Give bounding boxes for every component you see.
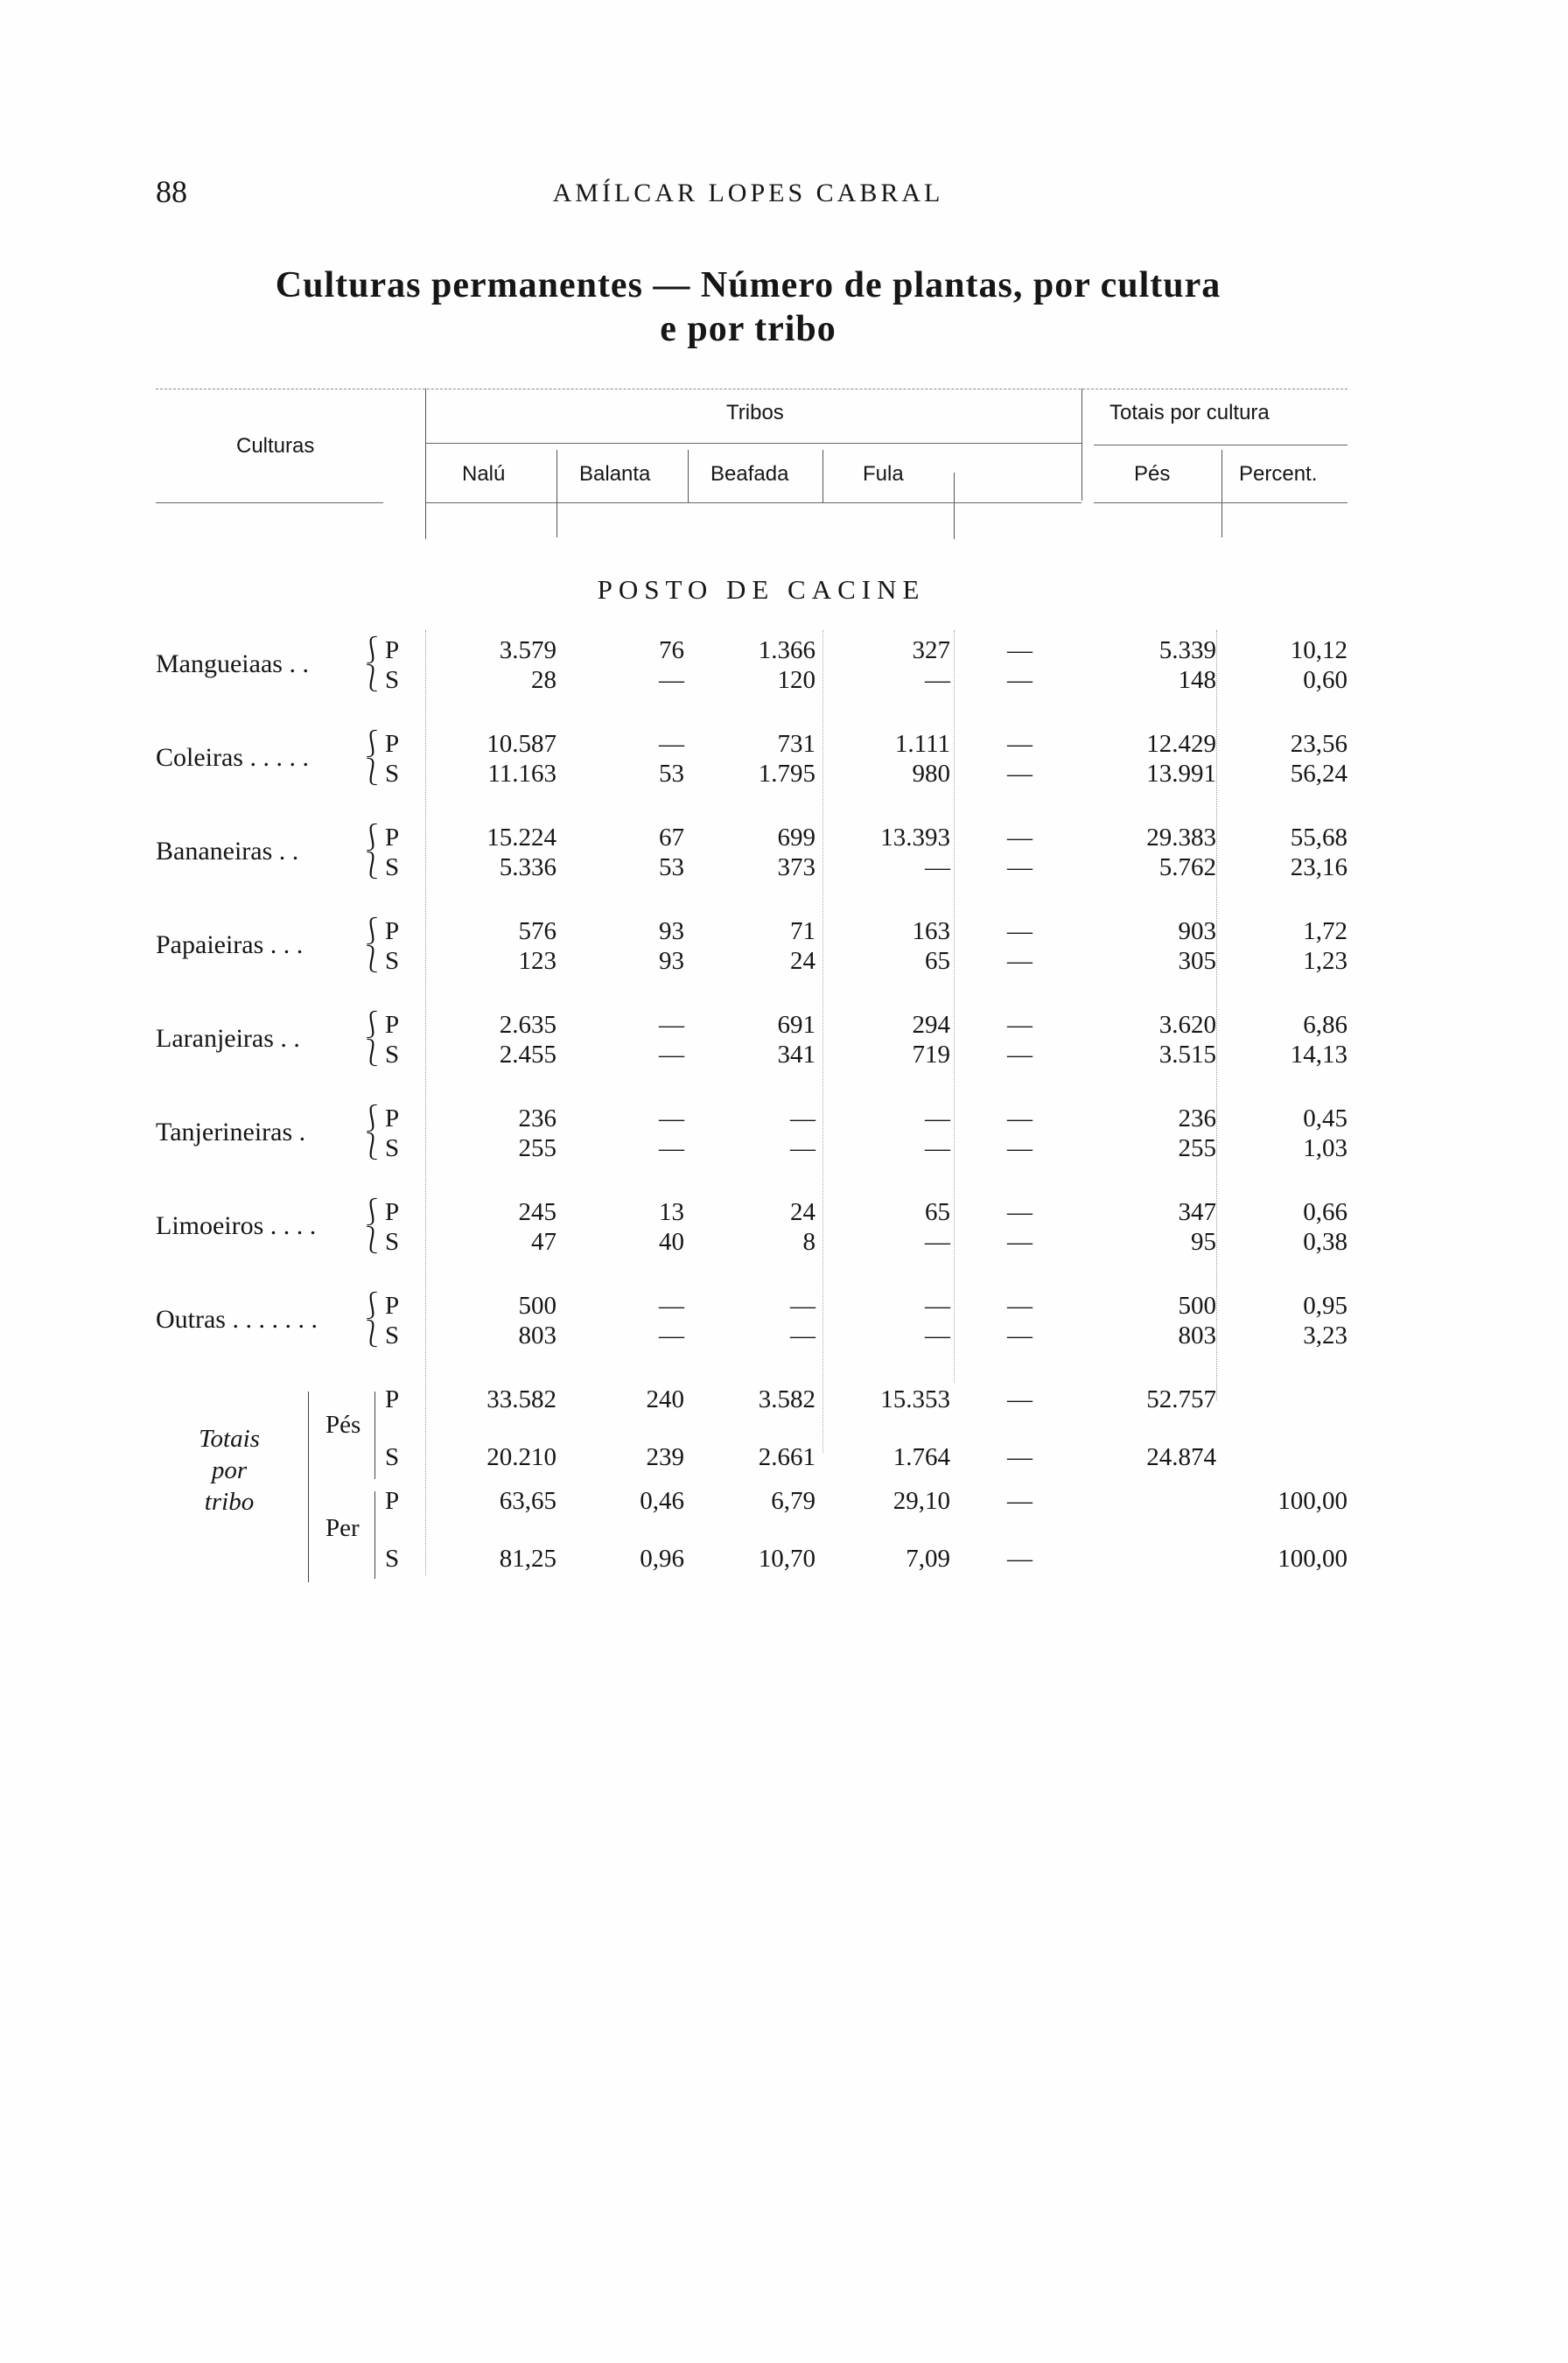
cell-s-4: —	[1007, 760, 1032, 788]
cell-s-6: 14,13	[1290, 1041, 1348, 1069]
cell-p-2: 691	[777, 1011, 816, 1039]
s-letter: S	[385, 1322, 400, 1350]
cell-s-3: —	[925, 1134, 950, 1162]
totals-letter: P	[385, 1385, 400, 1413]
cell-s-5: 13.991	[1146, 760, 1216, 788]
crop-name: Outras . . . . . . .	[156, 1305, 318, 1334]
cell-p-5: 5.339	[1158, 636, 1216, 664]
totals-cell-1: 240	[646, 1385, 684, 1413]
brace-top: ⎰	[359, 1292, 385, 1321]
totals-label-2: por	[211, 1456, 248, 1484]
cell-s-0: 2.455	[499, 1041, 556, 1069]
cell-p-6: 10,12	[1290, 636, 1348, 664]
totals-cell-1: 0,46	[640, 1487, 684, 1515]
cell-p-0: 15.224	[486, 824, 556, 852]
totals-cell-0: 81,25	[499, 1545, 556, 1573]
col-header-balanta: Balanta	[579, 462, 651, 486]
brace-bottom: ⎱	[359, 945, 385, 974]
cell-s-5: 3.515	[1158, 1041, 1216, 1069]
cell-p-1: 76	[659, 636, 684, 664]
totals-row	[0, 1486, 1568, 1546]
cell-s-2: 8	[802, 1228, 816, 1256]
brace-bottom: ⎱	[359, 758, 385, 787]
cell-s-0: 28	[531, 666, 556, 694]
totals-cell-3: 7,09	[906, 1545, 950, 1573]
cell-s-5: 255	[1178, 1134, 1216, 1162]
cell-s-3: —	[925, 853, 950, 881]
totals-cell-2: 3.582	[758, 1385, 816, 1413]
crop-name: Limoeiros . . . .	[156, 1211, 317, 1240]
cell-s-6: 0,60	[1303, 666, 1348, 694]
header-divider-nalu	[556, 450, 557, 537]
row-brace	[359, 1199, 385, 1255]
totals-cell-3: 29,10	[892, 1487, 950, 1515]
row-brace	[359, 1293, 385, 1349]
table-row	[0, 1104, 1568, 1163]
totals-cell-3: 15.353	[880, 1385, 950, 1413]
cell-p-1: —	[659, 1104, 684, 1132]
p-letter: P	[385, 636, 400, 664]
totals-cell-6: 100,00	[1278, 1545, 1348, 1573]
cell-p-1: 93	[659, 917, 684, 945]
culturas-rule	[156, 502, 383, 503]
totals-label-1: Totais	[199, 1425, 260, 1453]
cell-s-0: 123	[518, 947, 556, 975]
cell-s-4: —	[1007, 1134, 1032, 1162]
table-row	[0, 916, 1568, 976]
cell-p-4: —	[1007, 917, 1032, 945]
totals-cell-5: 52.757	[1146, 1385, 1216, 1413]
cell-s-4: —	[1007, 853, 1032, 881]
s-letter: S	[385, 1134, 400, 1162]
totals-cell-0: 63,65	[499, 1487, 556, 1515]
cell-s-1: —	[659, 666, 684, 694]
p-letter: P	[385, 1104, 400, 1132]
cell-s-2: 1.795	[758, 760, 816, 788]
cell-p-6: 6,86	[1303, 1011, 1348, 1039]
crop-name: Coleiras . . . . .	[156, 743, 309, 772]
cell-p-4: —	[1007, 730, 1032, 758]
table-row	[0, 635, 1568, 695]
cell-p-5: 500	[1178, 1292, 1216, 1320]
cell-s-4: —	[1007, 1041, 1032, 1069]
cell-p-5: 236	[1178, 1104, 1216, 1132]
section-heading: POSTO DE CACINE	[597, 574, 926, 605]
cell-p-3: 294	[912, 1011, 950, 1039]
cell-p-6: 55,68	[1290, 824, 1348, 852]
col-header-percent: Percent.	[1239, 462, 1318, 486]
totals-cell-3: 1.764	[892, 1443, 950, 1471]
cell-s-5: 305	[1178, 947, 1216, 975]
cell-p-0: 236	[518, 1104, 556, 1132]
cell-p-0: 2.635	[499, 1011, 556, 1039]
s-letter: S	[385, 760, 400, 788]
col-header-culturas: Culturas	[236, 434, 315, 458]
table-title-line-1: Culturas permanentes — Número de plantas, por cultura	[275, 265, 1222, 305]
cell-s-3: 65	[925, 947, 950, 975]
cell-s-2: 24	[790, 947, 816, 975]
p-letter: P	[385, 917, 400, 945]
tribes-bottom-rule	[425, 502, 1082, 503]
table-row	[0, 1010, 1568, 1069]
cell-s-3: —	[925, 666, 950, 694]
totals-letter: P	[385, 1487, 400, 1515]
crop-name: Mangueiaas . .	[156, 649, 309, 678]
cell-p-0: 3.579	[499, 636, 556, 664]
cell-p-4: —	[1007, 1292, 1032, 1320]
row-brace	[359, 1105, 385, 1161]
cell-s-3: —	[925, 1322, 950, 1350]
s-letter: S	[385, 1041, 400, 1069]
cell-p-5: 12.429	[1146, 730, 1216, 758]
cell-p-1: —	[659, 730, 684, 758]
col-header-beafada: Beafada	[710, 462, 789, 486]
cell-p-3: 163	[912, 917, 950, 945]
totals-cell-4: —	[1007, 1385, 1032, 1413]
cell-p-4: —	[1007, 1198, 1032, 1226]
totals-cell-4: —	[1007, 1487, 1032, 1515]
cell-p-0: 500	[518, 1292, 556, 1320]
totals-cell-1: 239	[646, 1443, 684, 1471]
col-header-tribos: Tribos	[726, 401, 784, 424]
brace-bottom: ⎱	[359, 1039, 385, 1068]
table-row	[0, 823, 1568, 882]
totals-row	[0, 1544, 1568, 1603]
cell-s-6: 1,03	[1303, 1134, 1348, 1162]
p-letter: P	[385, 1198, 400, 1226]
totals-row	[0, 1385, 1568, 1444]
cell-s-3: 719	[912, 1041, 950, 1069]
cell-s-0: 11.163	[487, 760, 556, 788]
cell-s-4: —	[1007, 1228, 1032, 1256]
brace-bottom: ⎱	[359, 1226, 385, 1255]
cell-s-1: —	[659, 1041, 684, 1069]
row-brace	[359, 824, 385, 880]
cell-s-5: 148	[1178, 666, 1216, 694]
cell-p-4: —	[1007, 1011, 1032, 1039]
cell-p-1: 67	[659, 824, 684, 852]
brace-top: ⎰	[359, 917, 385, 946]
cell-s-2: 120	[777, 666, 816, 694]
cell-p-5: 29.383	[1146, 824, 1216, 852]
cell-p-3: 327	[912, 636, 950, 664]
brace-top: ⎰	[359, 1198, 385, 1227]
s-letter: S	[385, 947, 400, 975]
p-letter: P	[385, 824, 400, 852]
cell-s-1: 40	[659, 1228, 684, 1256]
cell-s-0: 5.336	[499, 853, 556, 881]
cell-p-0: 245	[518, 1198, 556, 1226]
cell-s-5: 5.762	[1158, 853, 1216, 881]
cell-s-2: —	[790, 1322, 816, 1350]
cell-p-5: 3.620	[1158, 1011, 1216, 1039]
brace-bottom: ⎱	[359, 664, 385, 693]
row-brace	[359, 731, 385, 787]
brace-top: ⎰	[359, 636, 385, 665]
table-title-line-2: e por tribo	[660, 309, 836, 349]
cell-p-6: 0,45	[1303, 1104, 1348, 1132]
totals-cell-0: 20.210	[486, 1443, 556, 1471]
cell-s-5: 803	[1178, 1322, 1216, 1350]
cell-s-3: 980	[912, 760, 950, 788]
totals-label-3: tribo	[204, 1488, 255, 1516]
cell-p-1: —	[659, 1292, 684, 1320]
crop-name: Bananeiras . .	[156, 837, 299, 866]
cell-s-1: 53	[659, 853, 684, 881]
totals-cell-2: 6,79	[771, 1487, 816, 1515]
cell-p-6: 1,72	[1303, 917, 1348, 945]
cell-s-4: —	[1007, 947, 1032, 975]
cell-p-5: 347	[1178, 1198, 1216, 1226]
p-letter: P	[385, 730, 400, 758]
crop-name: Laranjeiras . .	[156, 1024, 300, 1053]
cell-p-2: 699	[777, 824, 816, 852]
row-brace	[359, 918, 385, 974]
cell-s-3: —	[925, 1228, 950, 1256]
cell-p-3: 13.393	[880, 824, 950, 852]
cell-s-0: 47	[531, 1228, 556, 1256]
totals-letter: S	[385, 1545, 400, 1573]
totais-bottom-rule	[1094, 502, 1348, 503]
table-row	[0, 1197, 1568, 1257]
crop-name: Tanjerineiras .	[156, 1118, 306, 1146]
cell-s-6: 3,23	[1303, 1322, 1348, 1350]
cell-s-1: —	[659, 1322, 684, 1350]
cell-p-5: 903	[1178, 917, 1216, 945]
cell-s-6: 23,16	[1290, 853, 1348, 881]
cell-s-1: —	[659, 1134, 684, 1162]
table-row	[0, 729, 1568, 789]
totals-cell-5: 24.874	[1146, 1443, 1216, 1471]
cell-p-2: —	[790, 1292, 816, 1320]
col-header-totais: Totais por cultura	[1110, 401, 1270, 424]
cell-s-6: 56,24	[1290, 760, 1348, 788]
cell-s-1: 93	[659, 947, 684, 975]
brace-top: ⎰	[359, 1104, 385, 1133]
cell-p-0: 576	[518, 917, 556, 945]
s-letter: S	[385, 1228, 400, 1256]
s-letter: S	[385, 853, 400, 881]
totals-cell-4: —	[1007, 1545, 1032, 1573]
totals-cell-4: —	[1007, 1443, 1032, 1471]
p-letter: P	[385, 1011, 400, 1039]
col-header-pes: Pés	[1134, 462, 1171, 486]
cell-p-2: 731	[777, 730, 816, 758]
totals-cell-1: 0,96	[640, 1545, 684, 1573]
crop-name: Papaieiras . . .	[156, 930, 304, 959]
cell-s-4: —	[1007, 666, 1032, 694]
cell-s-2: 373	[777, 853, 816, 881]
cell-p-2: 71	[790, 917, 816, 945]
brace-bottom: ⎱	[359, 1132, 385, 1161]
cell-p-2: 1.366	[758, 636, 816, 664]
cell-p-3: 65	[925, 1198, 950, 1226]
cell-s-0: 255	[518, 1134, 556, 1162]
cell-p-6: 0,66	[1303, 1198, 1348, 1226]
cell-p-2: 24	[790, 1198, 816, 1226]
col-header-fula: Fula	[863, 462, 904, 486]
brace-bottom: ⎱	[359, 1320, 385, 1349]
page-number: 88	[156, 174, 187, 209]
cell-p-3: —	[925, 1104, 950, 1132]
cell-s-4: —	[1007, 1322, 1032, 1350]
totals-pes-label: Pés	[326, 1411, 361, 1439]
cell-p-3: —	[925, 1292, 950, 1320]
cell-p-4: —	[1007, 824, 1032, 852]
brace-bottom: ⎱	[359, 852, 385, 880]
cell-p-4: —	[1007, 1104, 1032, 1132]
cell-s-2: —	[790, 1134, 816, 1162]
cell-p-2: —	[790, 1104, 816, 1132]
cell-s-2: 341	[777, 1041, 816, 1069]
header-divider-beafada	[822, 450, 823, 502]
col-header-nalu: Nalú	[462, 462, 506, 486]
header-divider-culturas	[425, 389, 426, 539]
totals-cell-2: 2.661	[758, 1443, 816, 1471]
running-head: AMÍLCAR LOPES CABRAL	[552, 179, 944, 207]
brace-top: ⎰	[359, 824, 385, 852]
totals-letter: S	[385, 1443, 400, 1471]
cell-p-6: 23,56	[1290, 730, 1348, 758]
row-brace	[359, 1012, 385, 1068]
p-letter: P	[385, 1292, 400, 1320]
totals-cell-0: 33.582	[486, 1385, 556, 1413]
totals-cell-6: 100,00	[1278, 1487, 1348, 1515]
cell-p-1: 13	[659, 1198, 684, 1226]
cell-p-3: 1.111	[894, 730, 950, 758]
header-divider-balanta	[688, 450, 689, 502]
totals-per-label: Per	[326, 1514, 360, 1542]
tribos-rule	[425, 443, 1082, 444]
table-row	[0, 1291, 1568, 1350]
header-divider-fula	[954, 473, 955, 539]
cell-p-0: 10.587	[486, 730, 556, 758]
s-letter: S	[385, 666, 400, 694]
cell-s-5: 95	[1191, 1228, 1216, 1256]
cell-s-6: 0,38	[1303, 1228, 1348, 1256]
cell-p-4: —	[1007, 636, 1032, 664]
brace-top: ⎰	[359, 730, 385, 759]
cell-s-6: 1,23	[1303, 947, 1348, 975]
cell-s-0: 803	[518, 1322, 556, 1350]
totals-cell-2: 10,70	[758, 1545, 816, 1573]
brace-top: ⎰	[359, 1011, 385, 1040]
cell-s-1: 53	[659, 760, 684, 788]
row-brace	[359, 637, 385, 693]
cell-p-1: —	[659, 1011, 684, 1039]
cell-p-6: 0,95	[1303, 1292, 1348, 1320]
